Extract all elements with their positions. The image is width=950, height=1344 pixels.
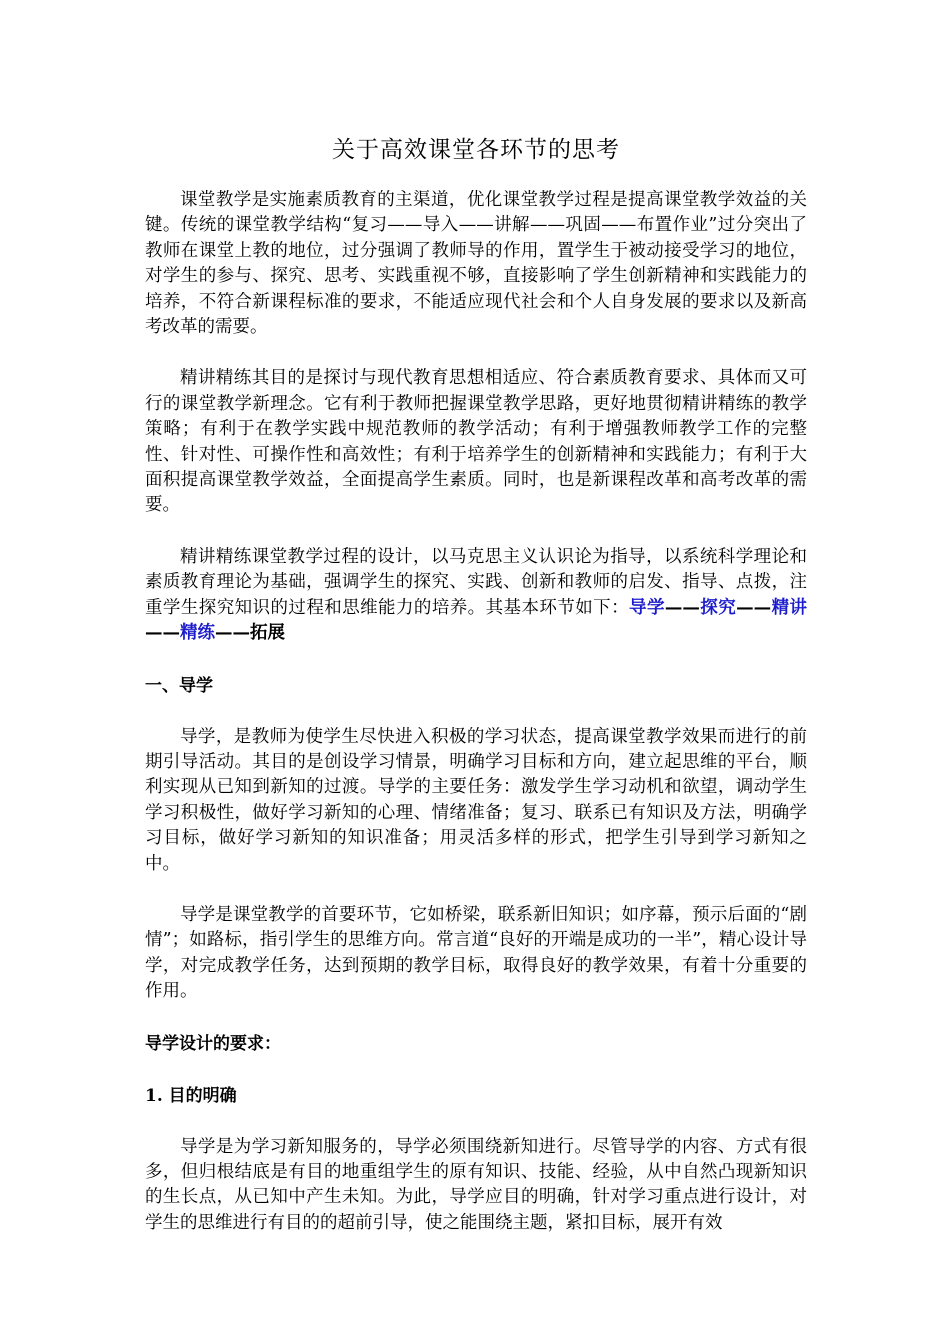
step-dash-4: —— [215, 623, 250, 644]
step-dash-1: —— [664, 597, 700, 618]
section-heading-guide: 一、导学 [145, 675, 213, 696]
paragraph-guide-definition: 导学，是教师为使学生尽快进入积极的学习状态，提高课堂教学效果而进行的前期引导活动。其目的是创设学习情景，明确学习目标和方向，建立起思维的平台，顺利实现从已知到新知的过渡。导学的主要任务：激发学生学习动机和欲望，调动学生学习积极性，做好学习新知的心理、情绪准备；复习、联系已有知识及方法，明确学习目标，做好学习新知的知识准备；用灵活多样的形式，把学生引导到学习新知之中。 [145, 726, 807, 874]
paragraph-purpose: 精讲精练其目的是探讨与现代教育思想相适应、符合素质教育要求、具体而又可行的课堂教学新理念。它有利于教师把握课堂教学思路，更好地贯彻精讲精练的教学策略；有利于在教学实践中规范教师的教学活动；有利于增强教师教学工作的完整性、针对性、可操作性和高效性；有利于培养学生的创新精神和实践能力；有利于大面积提高课堂教学效益，全面提高学生素质。同时，也是新课程改革和高考改革的需要。 [145, 368, 807, 516]
subheading-clear-purpose: 1. 目的明确 [145, 1085, 237, 1106]
paragraph-process [145, 545, 807, 647]
document-body [145, 130, 807, 1262]
step-extend: 拓展 [250, 623, 285, 644]
step-dash-2: —— [736, 597, 772, 618]
step-guide: 导学 [629, 597, 665, 618]
process-text: 精讲精练课堂教学过程的设计，以马克思主义认识论为指导，以系统科学理论和素质教育理论为基础，强调学生的探究、实践、创新和教师的启发、指导、点拨，注重学生探究知识的过程和思维能力的培养。其基本环节如下： [145, 546, 807, 618]
step-explore: 探究 [699, 597, 737, 618]
paragraph-guide-importance: 导学是课堂教学的首要环节，它如桥梁，联系新旧知识；如序幕，预示后面的“剧情”；如路标，指引学生的思维方向。常言道“良好的开端是成功的一半”，精心设计导学，对完成教学任务，达到预期的教学目标，取得良好的教学效果，有着十分重要的作用。 [145, 904, 807, 1002]
paragraph-intro: 课堂教学是实施素质教育的主渠道，优化课堂教学过程是提高课堂教学效益的关键。传统的课堂教学结构“复习——导入——讲解——巩固——布置作业”过分突出了教师在课堂上教的地位，过分强调了教师导的作用，置学生于被动接受学习的地位，对学生的参与、探究、思考、实践重视不够，直接影响了学生创新精神和实践能力的培养，不符合新课程标准的要求，不能适应现代社会和个人自身发展的要求以及新高考改革的需要。 [145, 190, 807, 338]
subheading-requirements: 导学设计的要求： [145, 1033, 281, 1054]
paragraph-clear-purpose: 导学是为学习新知服务的，导学必须围绕新知进行。尽管导学的内容、方式有很多，但归根结底是有目的地重组学生的原有知识、技能、经验，从中自然凸现新知识的生长点，从已知中产生未知。为此，导学应目的明确，针对学习重点进行设计，对学生的思维进行有目的的超前引导，使之能围绕主题，紧扣目标，展开有效 [145, 1136, 807, 1233]
document-title: 关于高效课堂各环节的思考 [332, 137, 620, 163]
step-lecture: 精讲 [771, 597, 808, 618]
step-practice: 精练 [180, 623, 215, 644]
step-dash-3: —— [145, 623, 180, 644]
